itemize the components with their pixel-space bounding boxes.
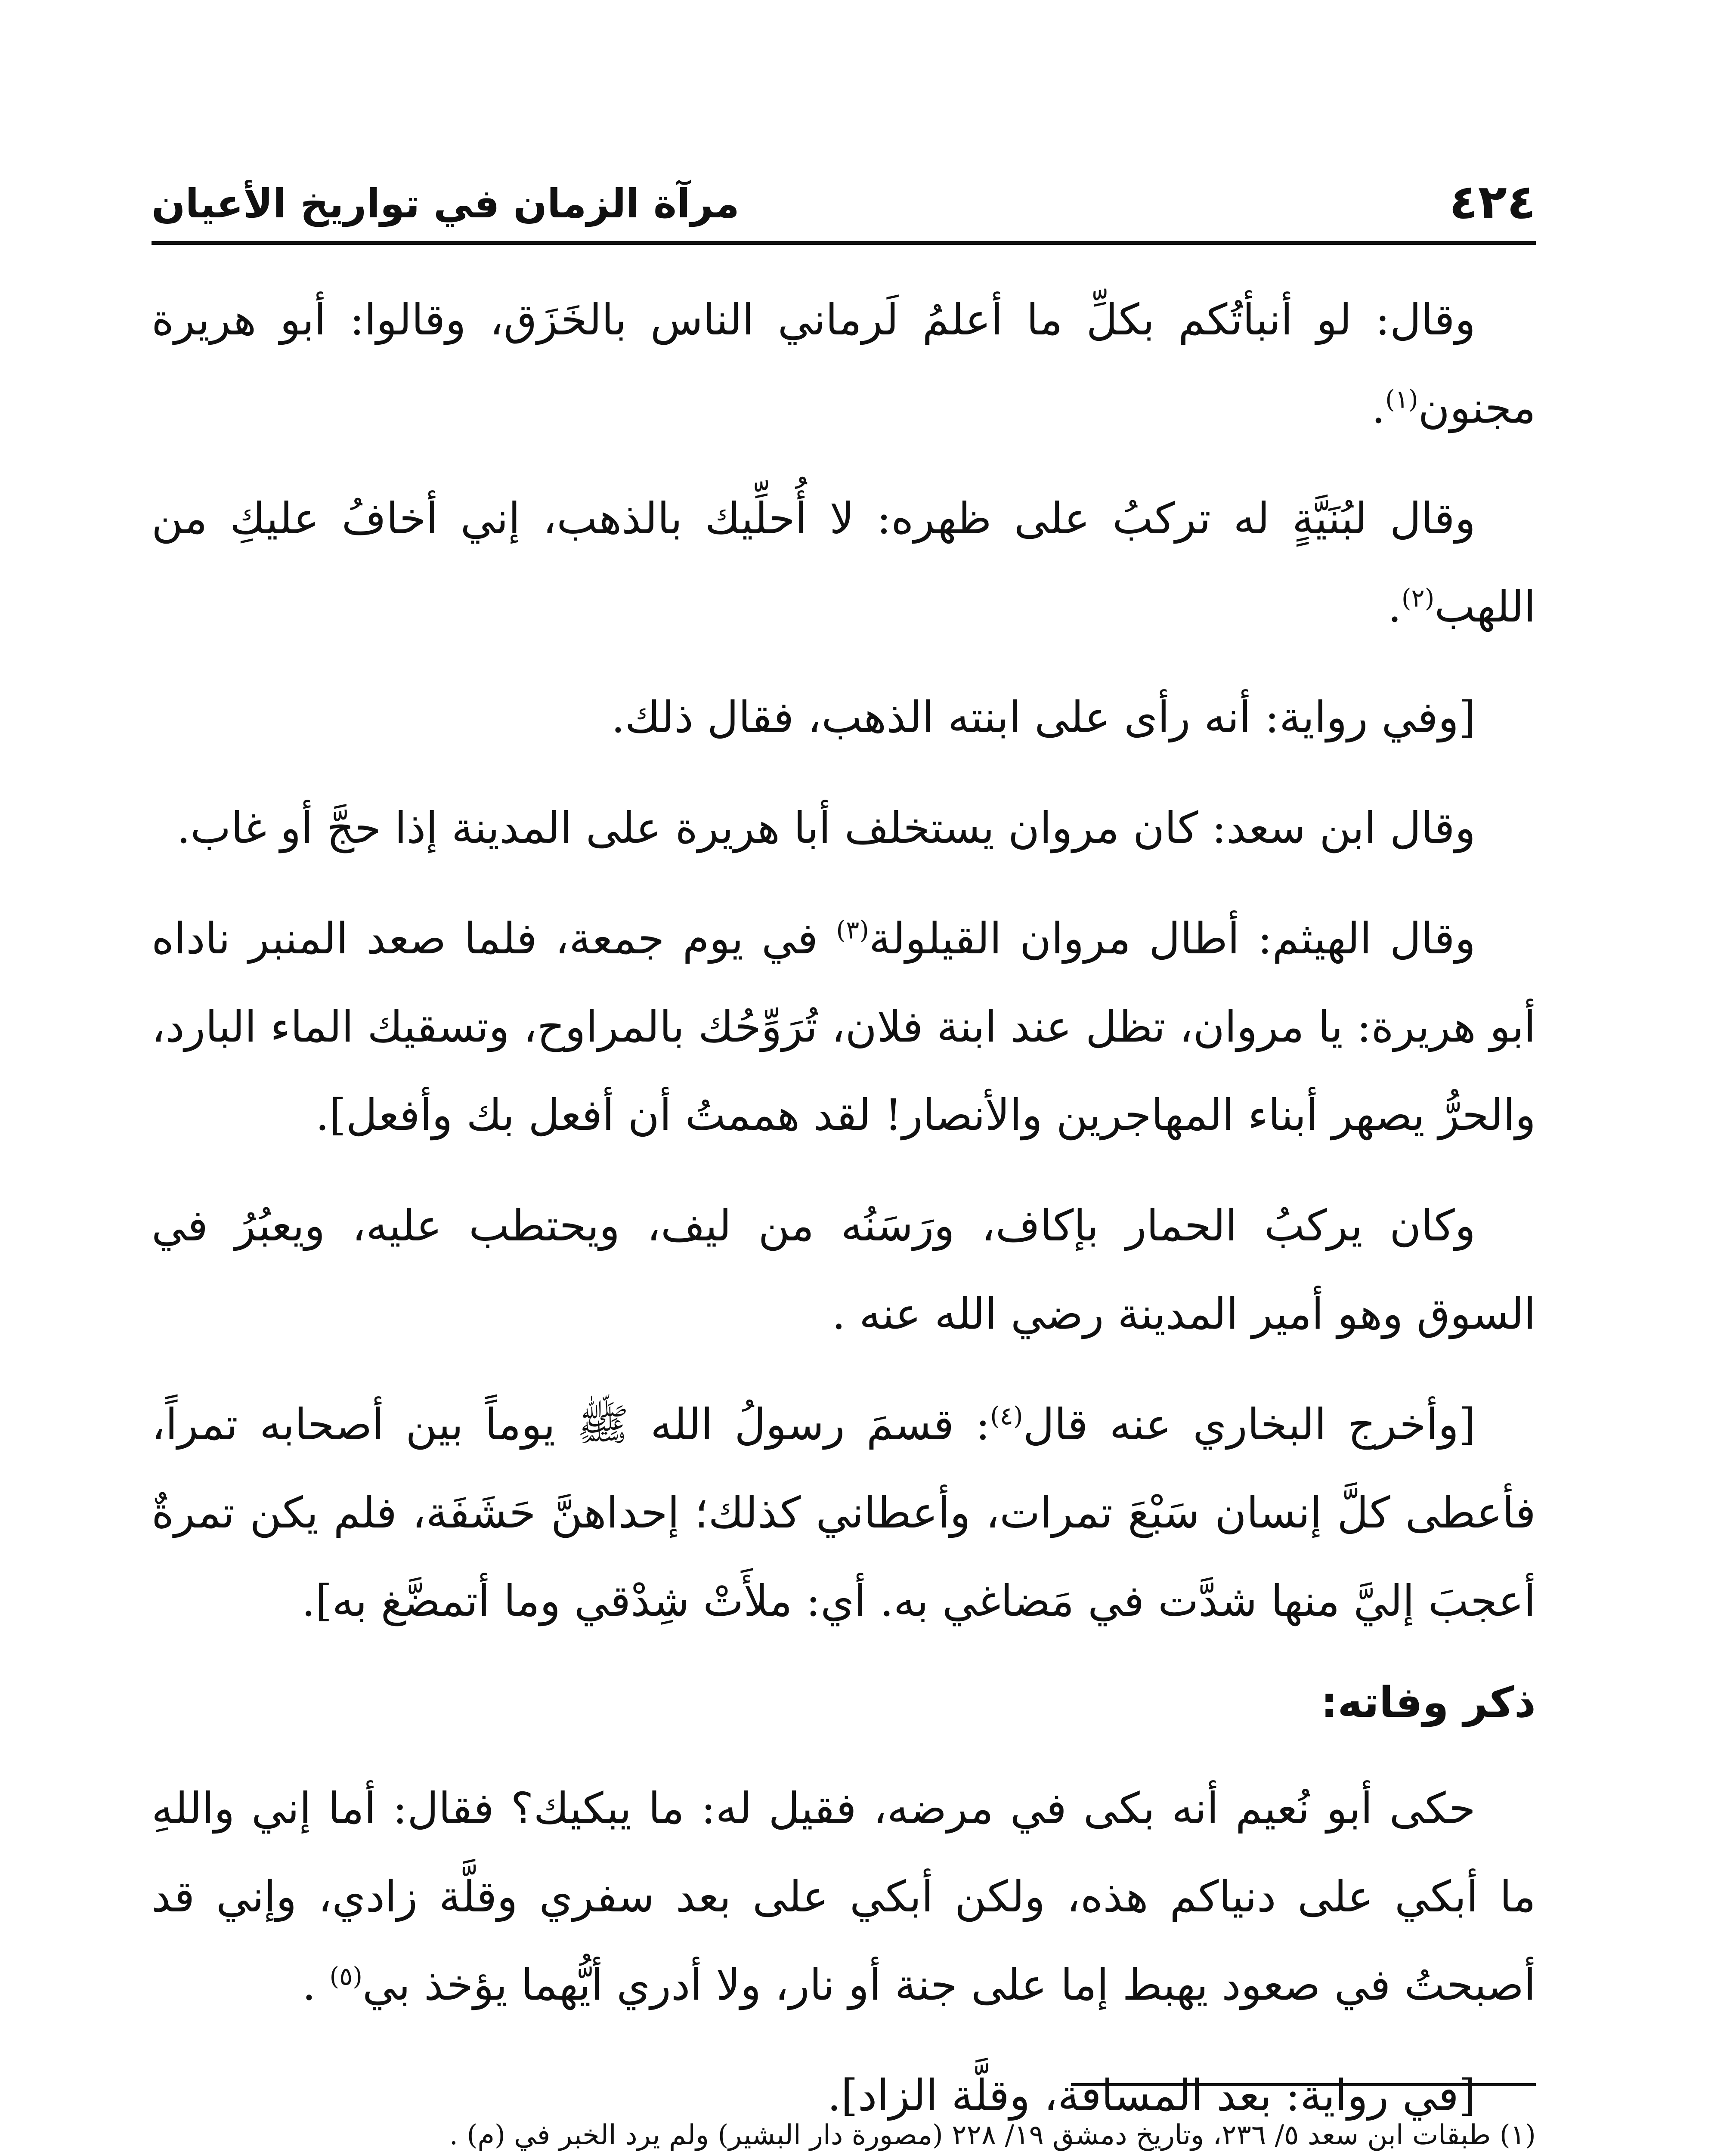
- paragraph-6: وكان يركبُ الحمار بإكاف، ورَسَنُه من ليف، ويحتطب عليه، ويعبُرُ في السوق وهو أمير المدينة رضي الله عنه .: [152, 1200, 1536, 1339]
- footnote-ref-4: (٤): [990, 1401, 1023, 1431]
- footnote-1: (١) طبقات ابن سعد ٥/ ٢٣٦، وتاريخ دمشق ١٩/ ٢٢٨ (مصورة دار البشير) ولم يرد الخبر في (م) .: [449, 2119, 1536, 2151]
- paragraph-tail: في يوم جمعة، فلما صعد المنبر ناداه أبو هريرة: يا مروان، تظل عند ابنة فلان، تُرَوِّحُك بالمراوح، وتسقيك الماء البارد، والحرُّ يصهر أبناء المهاجرين والأنصار! لقد هممتُ أن أفعل بك وأفعل].: [152, 913, 1536, 1140]
- footnote-ref-5: (٥): [329, 1961, 362, 1991]
- running-title: مرآة الزمان في تواريخ الأعيان: [152, 181, 740, 227]
- page-number: ٤٢٤: [1449, 174, 1536, 229]
- paragraph-text: وقال: لو أنبأتُكم بكلِّ ما أعلمُ لَرماني الناس بالخَزَق، وقالوا: أبو هريرة مجنون: [152, 294, 1536, 433]
- paragraph-9: [في رواية: بعد المسافة، وقلَّة الزاد].: [827, 2070, 1476, 2121]
- paragraph-text: [وأخرج البخاري عنه قال: [1023, 1399, 1476, 1450]
- paragraph-tail: .: [1371, 383, 1386, 433]
- paragraph-tail: .: [1388, 581, 1402, 632]
- section-heading: ذكر وفاته:: [1321, 1678, 1536, 1727]
- paragraph-tail: .: [302, 1960, 330, 2010]
- footnote-ref-3: (٣): [836, 915, 869, 945]
- footnotes: [152, 2109, 1536, 2152]
- paragraph-2: [152, 474, 1536, 651]
- footnote-separator: [1071, 2083, 1536, 2086]
- paragraph-5: [152, 894, 1536, 1159]
- header-rule: [152, 241, 1536, 245]
- paragraph-4: وقال ابن سعد: كان مروان يستخلف أبا هريرة على المدينة إذا حجَّ أو غاب.: [176, 803, 1476, 853]
- paragraph-3: [وفي رواية: أنه رأى على ابنته الذهب، فقال ذلك.: [611, 692, 1476, 742]
- paragraph-7: [152, 1380, 1536, 1645]
- paragraph-8: [152, 1764, 1536, 2029]
- paragraph-1: [152, 275, 1536, 452]
- paragraph-tail: : قسمَ رسولُ الله ﷺ يوماً بين أصحابه تمراً، فأعطى كلَّ إنسان سَبْعَ تمرات، وأعطاني كذلك؛ إحداهنَّ حَشَفَة، فلم يكن تمرةٌ أعجبَ إليَّ منها شدَّت في مَضاغي به. أي: ملأَتْ شِدْقي وما أتمضَّغ به].: [152, 1399, 1536, 1626]
- footnote-ref-2: (٢): [1401, 583, 1435, 613]
- main-text: [152, 275, 1536, 2152]
- paragraph-text: وقال لبُنَيَّةٍ له تركبُ على ظهره: لا أُحلِّيك بالذهب، إني أخافُ عليكِ من اللهب: [152, 493, 1536, 632]
- footnote-ref-1: (١): [1385, 384, 1418, 414]
- paragraph-text: حكى أبو نُعيم أنه بكى في مرضه، فقيل له: ما يبكيك؟ فقال: أما إني واللهِ ما أبكي على دنياكم هذه، ولكن أبكي على بعد سفري وقلَّة زادي، وإني قد أصبحتُ في صعود يهبط إما على جنة أو نار، ولا أدري أيُّهما يؤخذ بي: [152, 1783, 1536, 2010]
- paragraph-text: وقال الهيثم: أطال مروان القيلولة: [869, 913, 1476, 964]
